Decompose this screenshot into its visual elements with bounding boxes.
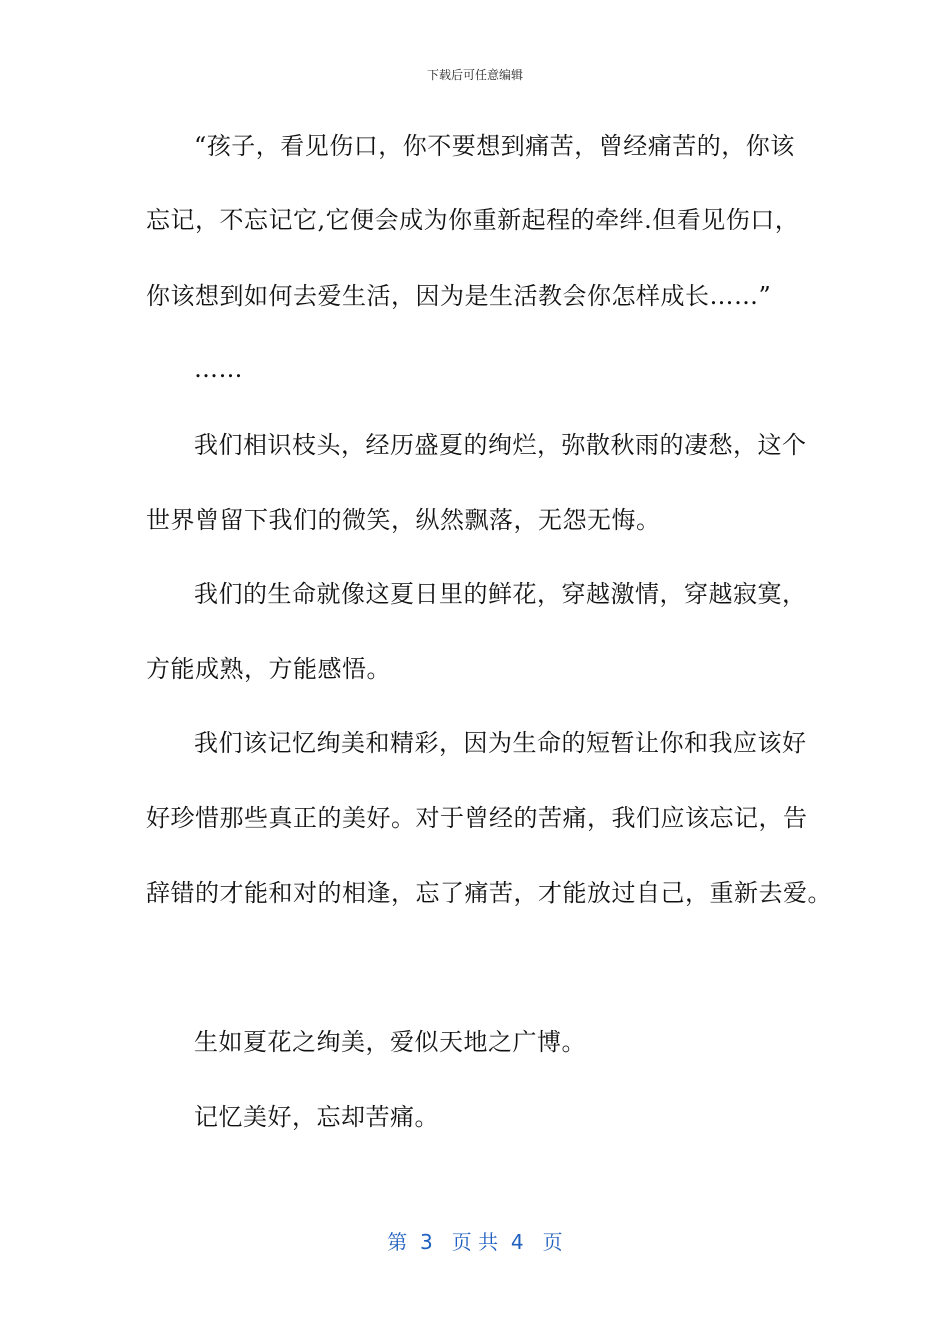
paragraph-line: “孩子，看见伤口，你不要想到痛苦，曾经痛苦的，你该: [194, 132, 795, 160]
paragraph-line: 你该想到如何去爱生活，因为是生活教会你怎样成长……”: [146, 282, 772, 310]
paragraph-line: 我们的生命就像这夏日里的鲜花，穿越激情，穿越寂寞，: [194, 580, 807, 608]
ellipsis-line: ……: [194, 355, 243, 383]
paragraph-line: 好珍惜那些真正的美好。对于曾经的苦痛，我们应该忘记，告: [146, 804, 808, 832]
document-header-note: 下载后可任意编辑: [426, 68, 523, 82]
paragraph-line: 我们相识枝头，经历盛夏的绚烂，弥散秋雨的凄愁，这个: [194, 431, 807, 459]
paragraph-line: 我们该记忆绚美和精彩，因为生命的短暂让你和我应该好: [194, 729, 807, 757]
paragraph-line: 生如夏花之绚美，爱似天地之广博。: [194, 1028, 586, 1056]
paragraph-line: 记忆美好，忘却苦痛。: [194, 1103, 439, 1131]
paragraph-line: 忘记，不忘记它,它便会成为你重新起程的牵绊.但看见伤口，: [146, 206, 800, 234]
page-number-footer: 第 3 页 共 4 页: [387, 1230, 563, 1254]
paragraph-line: 世界曾留下我们的微笑，纵然飘落，无怨无悔。: [146, 506, 661, 534]
paragraph-line: 辞错的才能和对的相逢，忘了痛苦，才能放过自己，重新去爱。: [146, 879, 832, 907]
paragraph-line: 方能成熟，方能感悟。: [146, 655, 391, 683]
